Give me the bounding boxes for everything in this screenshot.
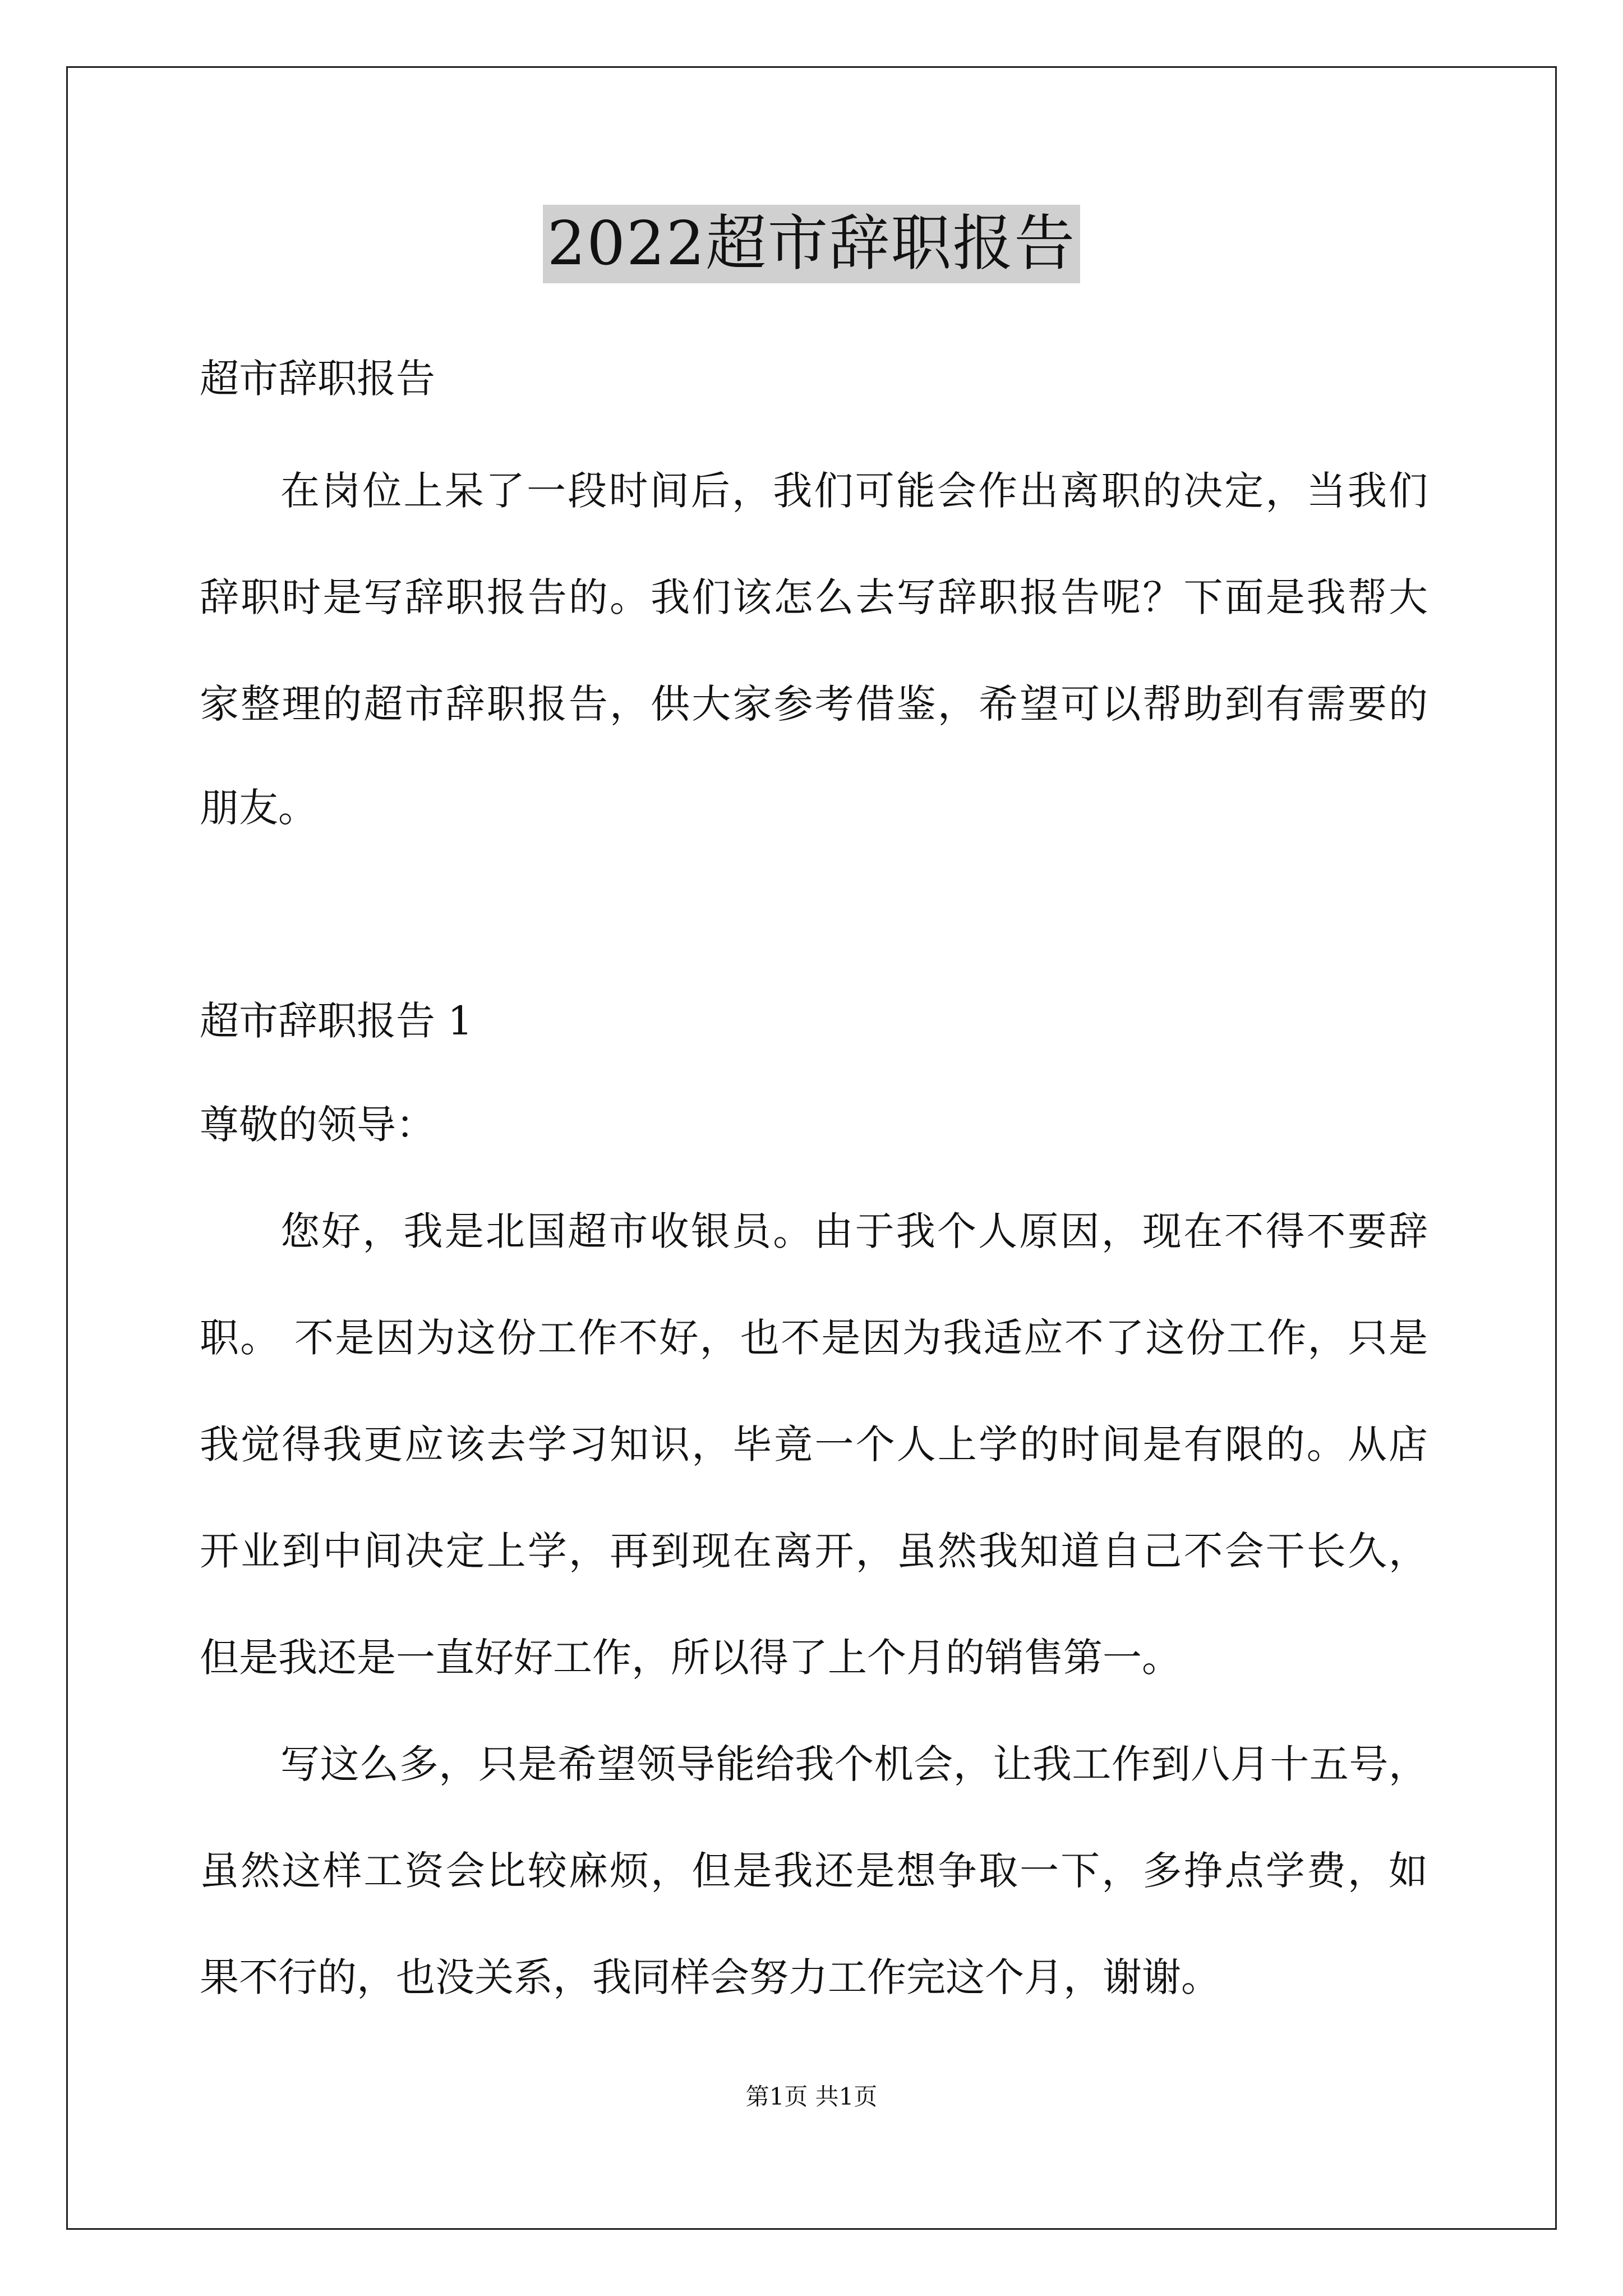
para2-line-2: 虽然这样工资会比较麻烦，但是我还是想争取一下，多挣点学费，如 [200, 1848, 1428, 1894]
para1-line-1: 您好，我是北国超市收银员。由于我个人原因，现在不得不要辞 [280, 1208, 1428, 1254]
intro-line-2: 辞职时是写辞职报告的。我们该怎么去写辞职报告呢？下面是我帮大 [200, 574, 1428, 620]
para2-line-3: 果不行的，也没关系，我同样会努力工作完这个月，谢谢。 [200, 1954, 1220, 2000]
salutation: 尊敬的领导： [200, 1102, 435, 1148]
page-number-footer: 第1页 共1页 [745, 2083, 878, 2110]
intro-line-1: 在岗位上呆了一段时间后，我们可能会作出离职的决定，当我们 [280, 468, 1428, 514]
title-container [0, 205, 1623, 283]
para1-line-5: 但是我还是一直好好工作，所以得了上个月的销售第一。 [200, 1635, 1181, 1681]
intro-line-4: 朋友。 [200, 785, 317, 831]
document-title: 2022超市辞职报告 [543, 205, 1081, 283]
para1-line-2: 职。 不是因为这份工作不好，也不是因为我适应不了这份工作，只是 [200, 1315, 1428, 1361]
intro-heading: 超市辞职报告 [200, 356, 435, 402]
section-heading: 超市辞职报告 1 [200, 998, 473, 1044]
para2-line-1: 写这么多，只是希望领导能给我个机会，让我工作到八月十五号， [280, 1741, 1428, 1787]
intro-line-3: 家整理的超市辞职报告，供大家参考借鉴，希望可以帮助到有需要的 [200, 681, 1428, 727]
para1-line-3: 我觉得我更应该去学习知识，毕竟一个人上学的时间是有限的。从店 [200, 1421, 1428, 1467]
para1-line-4: 开业到中间决定上学，再到现在离开，虽然我知道自己不会干长久， [200, 1528, 1428, 1574]
